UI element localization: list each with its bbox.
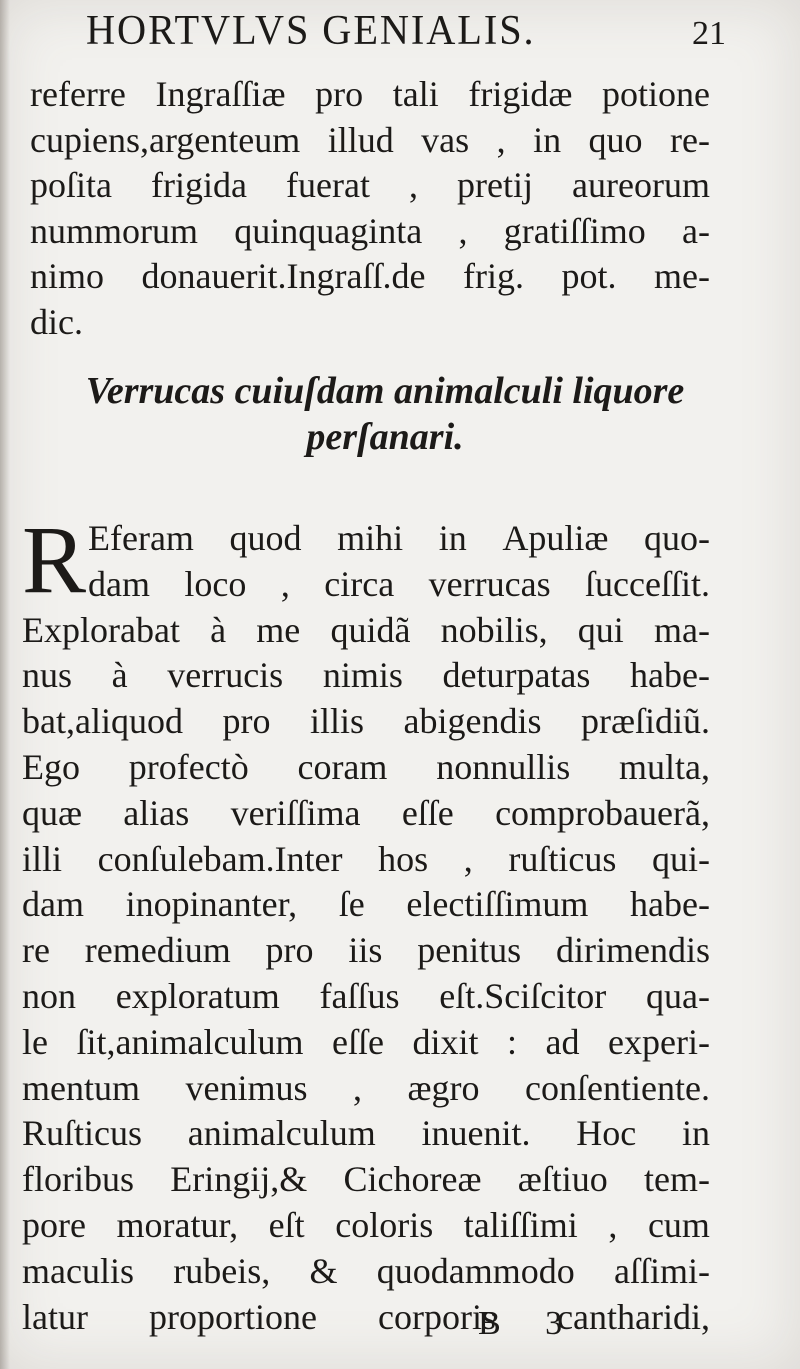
word: Explorabat: [22, 609, 180, 650]
text-line: [30, 118, 710, 164]
word: le: [22, 1021, 48, 1062]
word: cum: [647, 1204, 710, 1245]
text-line: [22, 791, 710, 837]
word: Ingraſſiæ: [155, 74, 286, 114]
word: aureorum: [572, 165, 710, 205]
word: faſſus: [319, 975, 400, 1016]
word: pro: [315, 74, 364, 114]
word: ad: [545, 1021, 580, 1062]
word: ſucceſſit.: [585, 563, 710, 604]
word: verrucas: [428, 563, 551, 604]
word: à: [111, 655, 128, 696]
word: eſſe: [401, 792, 454, 833]
word: ,: [280, 563, 290, 604]
word: corporis: [378, 1296, 497, 1337]
word: profectò: [128, 746, 249, 787]
word: ,: [408, 165, 418, 205]
word: deturpatas: [442, 655, 591, 696]
word: ,: [496, 119, 506, 160]
word: floribus: [22, 1159, 134, 1200]
word: proportione: [149, 1296, 317, 1337]
word: pro: [265, 930, 314, 971]
word: conſentiente.: [525, 1067, 710, 1108]
text-line: [22, 1249, 710, 1295]
word: à: [210, 609, 227, 650]
word: nus: [22, 655, 73, 696]
word: comprobauerã,: [495, 792, 710, 833]
word: frigida: [151, 165, 247, 205]
word: conſulebam.Inter: [97, 838, 343, 879]
word: qui-: [651, 838, 710, 879]
text-line: [22, 1020, 710, 1066]
word: inuenit.: [421, 1113, 531, 1154]
word: dixit: [412, 1021, 479, 1062]
word: ,: [353, 1067, 363, 1108]
word: nummorum: [30, 210, 198, 251]
word: experi-: [608, 1021, 710, 1062]
word: qui: [577, 609, 624, 650]
word: alias: [123, 792, 190, 833]
text-line: [30, 209, 710, 255]
word: taliſſimi: [463, 1204, 578, 1245]
text-line: [22, 837, 710, 883]
text-line: [22, 928, 710, 974]
word: habe-: [630, 655, 710, 696]
word: a-: [682, 210, 710, 251]
text-line: dic.: [30, 301, 83, 342]
word: quod: [229, 518, 302, 558]
section-heading-line: perſanari.: [306, 416, 464, 458]
word: vas: [421, 119, 470, 160]
word: referre: [30, 74, 126, 114]
word: cupiens,argenteum: [30, 119, 301, 160]
word: nonnullis: [436, 746, 571, 787]
word: pore: [22, 1204, 86, 1245]
drop-cap: R: [22, 506, 87, 613]
word: hos: [378, 838, 429, 879]
word: circa: [324, 563, 395, 604]
word: pro: [222, 701, 271, 742]
section-heading-line: Verrucas cuiuſdam animalculi liquore: [85, 370, 685, 412]
word: poſita: [30, 165, 112, 205]
word: illi: [22, 838, 63, 879]
word: eſſe: [331, 1021, 384, 1062]
word: in: [681, 1113, 710, 1154]
word: veriſſima: [230, 792, 361, 833]
word: ſit,animalculum: [76, 1021, 304, 1062]
text-line: [22, 562, 710, 608]
word: dirimendis: [556, 930, 710, 971]
word: Eferam: [88, 518, 194, 558]
word: Ego: [22, 746, 80, 787]
word: dam: [88, 563, 150, 604]
word: tem-: [644, 1159, 710, 1200]
word: ,: [458, 210, 468, 251]
word: tali: [392, 74, 439, 114]
word: pretij: [457, 165, 533, 205]
running-title: HORTVLVS GENIALIS.: [86, 8, 536, 54]
section-body: [22, 506, 710, 1340]
word: iis: [348, 930, 383, 971]
text-line: [22, 653, 710, 699]
word: re: [22, 930, 50, 971]
word: dam: [22, 884, 84, 925]
word: ,: [463, 838, 473, 879]
word: electiſſimum: [406, 884, 589, 925]
word: æſtiuo: [517, 1159, 608, 1200]
word: eſt: [268, 1204, 305, 1245]
running-head: [86, 6, 726, 56]
word: coloris: [335, 1204, 434, 1245]
word: quæ: [22, 792, 83, 833]
word: frigidæ: [468, 74, 573, 114]
word: pot.: [561, 256, 617, 296]
text-line: [30, 163, 710, 209]
word: me: [256, 609, 301, 650]
word: quo: [588, 119, 643, 160]
word: coram: [297, 746, 388, 787]
text-line: [22, 699, 710, 745]
word: bat,aliquod: [22, 701, 183, 742]
word: habe-: [630, 884, 710, 925]
word: illis: [309, 701, 364, 742]
word: Eringij,&: [170, 1159, 308, 1200]
word: moratur,: [116, 1204, 239, 1245]
text-line: [30, 254, 710, 300]
text-line: [22, 745, 710, 791]
word: Cichoreæ: [343, 1159, 482, 1200]
text-line: [22, 516, 710, 562]
word: potione: [601, 74, 710, 114]
word: nobilis,: [440, 609, 548, 650]
word: penitus: [417, 930, 522, 971]
word: exploratum: [115, 975, 280, 1016]
text-line: [30, 72, 710, 118]
word: qua-: [646, 975, 710, 1016]
text-line: [22, 1066, 710, 1112]
paragraph-continuation: [30, 72, 710, 345]
word: quo-: [643, 518, 710, 558]
word: loco: [184, 563, 247, 604]
word: nimo: [30, 256, 105, 296]
word: remedium: [84, 930, 231, 971]
word: Hoc: [576, 1113, 637, 1154]
word: illud: [327, 119, 394, 160]
word: quodammodo: [376, 1250, 575, 1291]
word: Ruſticus: [22, 1113, 143, 1154]
page-number: 21: [692, 15, 726, 52]
word: cantharidi,: [557, 1296, 710, 1337]
word: aſſimi-: [613, 1250, 710, 1291]
word: ruſticus: [508, 838, 617, 879]
drop-cap-block: [22, 506, 710, 613]
word: ma-: [653, 609, 710, 650]
word: maculis: [22, 1250, 134, 1291]
text-line: [22, 1157, 710, 1203]
word: latur: [22, 1296, 88, 1337]
word: gratiſſimo: [503, 210, 646, 251]
word: mihi: [337, 518, 404, 558]
section-heading: [60, 368, 710, 460]
word: in: [438, 518, 467, 558]
word: ſe: [338, 884, 365, 925]
text-line: [22, 974, 710, 1020]
word: præſidiũ.: [580, 701, 710, 742]
text-line: [22, 608, 710, 654]
text-line: [22, 882, 710, 928]
text-line: [22, 1203, 710, 1249]
word: quidã: [330, 609, 411, 650]
word: fuerat: [286, 165, 370, 205]
word: mentum: [22, 1067, 140, 1108]
word: Apuliæ: [502, 518, 609, 558]
word: donauerit.Ingraſſ.de: [141, 256, 426, 296]
word: eſt.Sciſcitor: [439, 975, 607, 1016]
word: quinquaginta: [234, 210, 423, 251]
word: verrucis: [167, 655, 284, 696]
word: venimus: [185, 1067, 308, 1108]
word: rubeis,: [173, 1250, 271, 1291]
word: :: [506, 1021, 517, 1062]
word: in: [533, 119, 562, 160]
word: ægro: [407, 1067, 480, 1108]
word: non: [22, 975, 76, 1016]
word: ,: [608, 1204, 618, 1245]
word: abigendis: [403, 701, 542, 742]
word: inopinanter,: [125, 884, 298, 925]
word: animalculum: [187, 1113, 376, 1154]
text-line: [22, 1111, 710, 1157]
word: me-: [654, 256, 710, 296]
word: re-: [670, 119, 710, 160]
word: &: [309, 1250, 338, 1291]
signature-mark: B 3: [478, 1305, 581, 1342]
text-line: [22, 1295, 710, 1341]
word: multa,: [618, 746, 710, 787]
word: nimis: [322, 655, 403, 696]
word: frig.: [462, 256, 524, 296]
